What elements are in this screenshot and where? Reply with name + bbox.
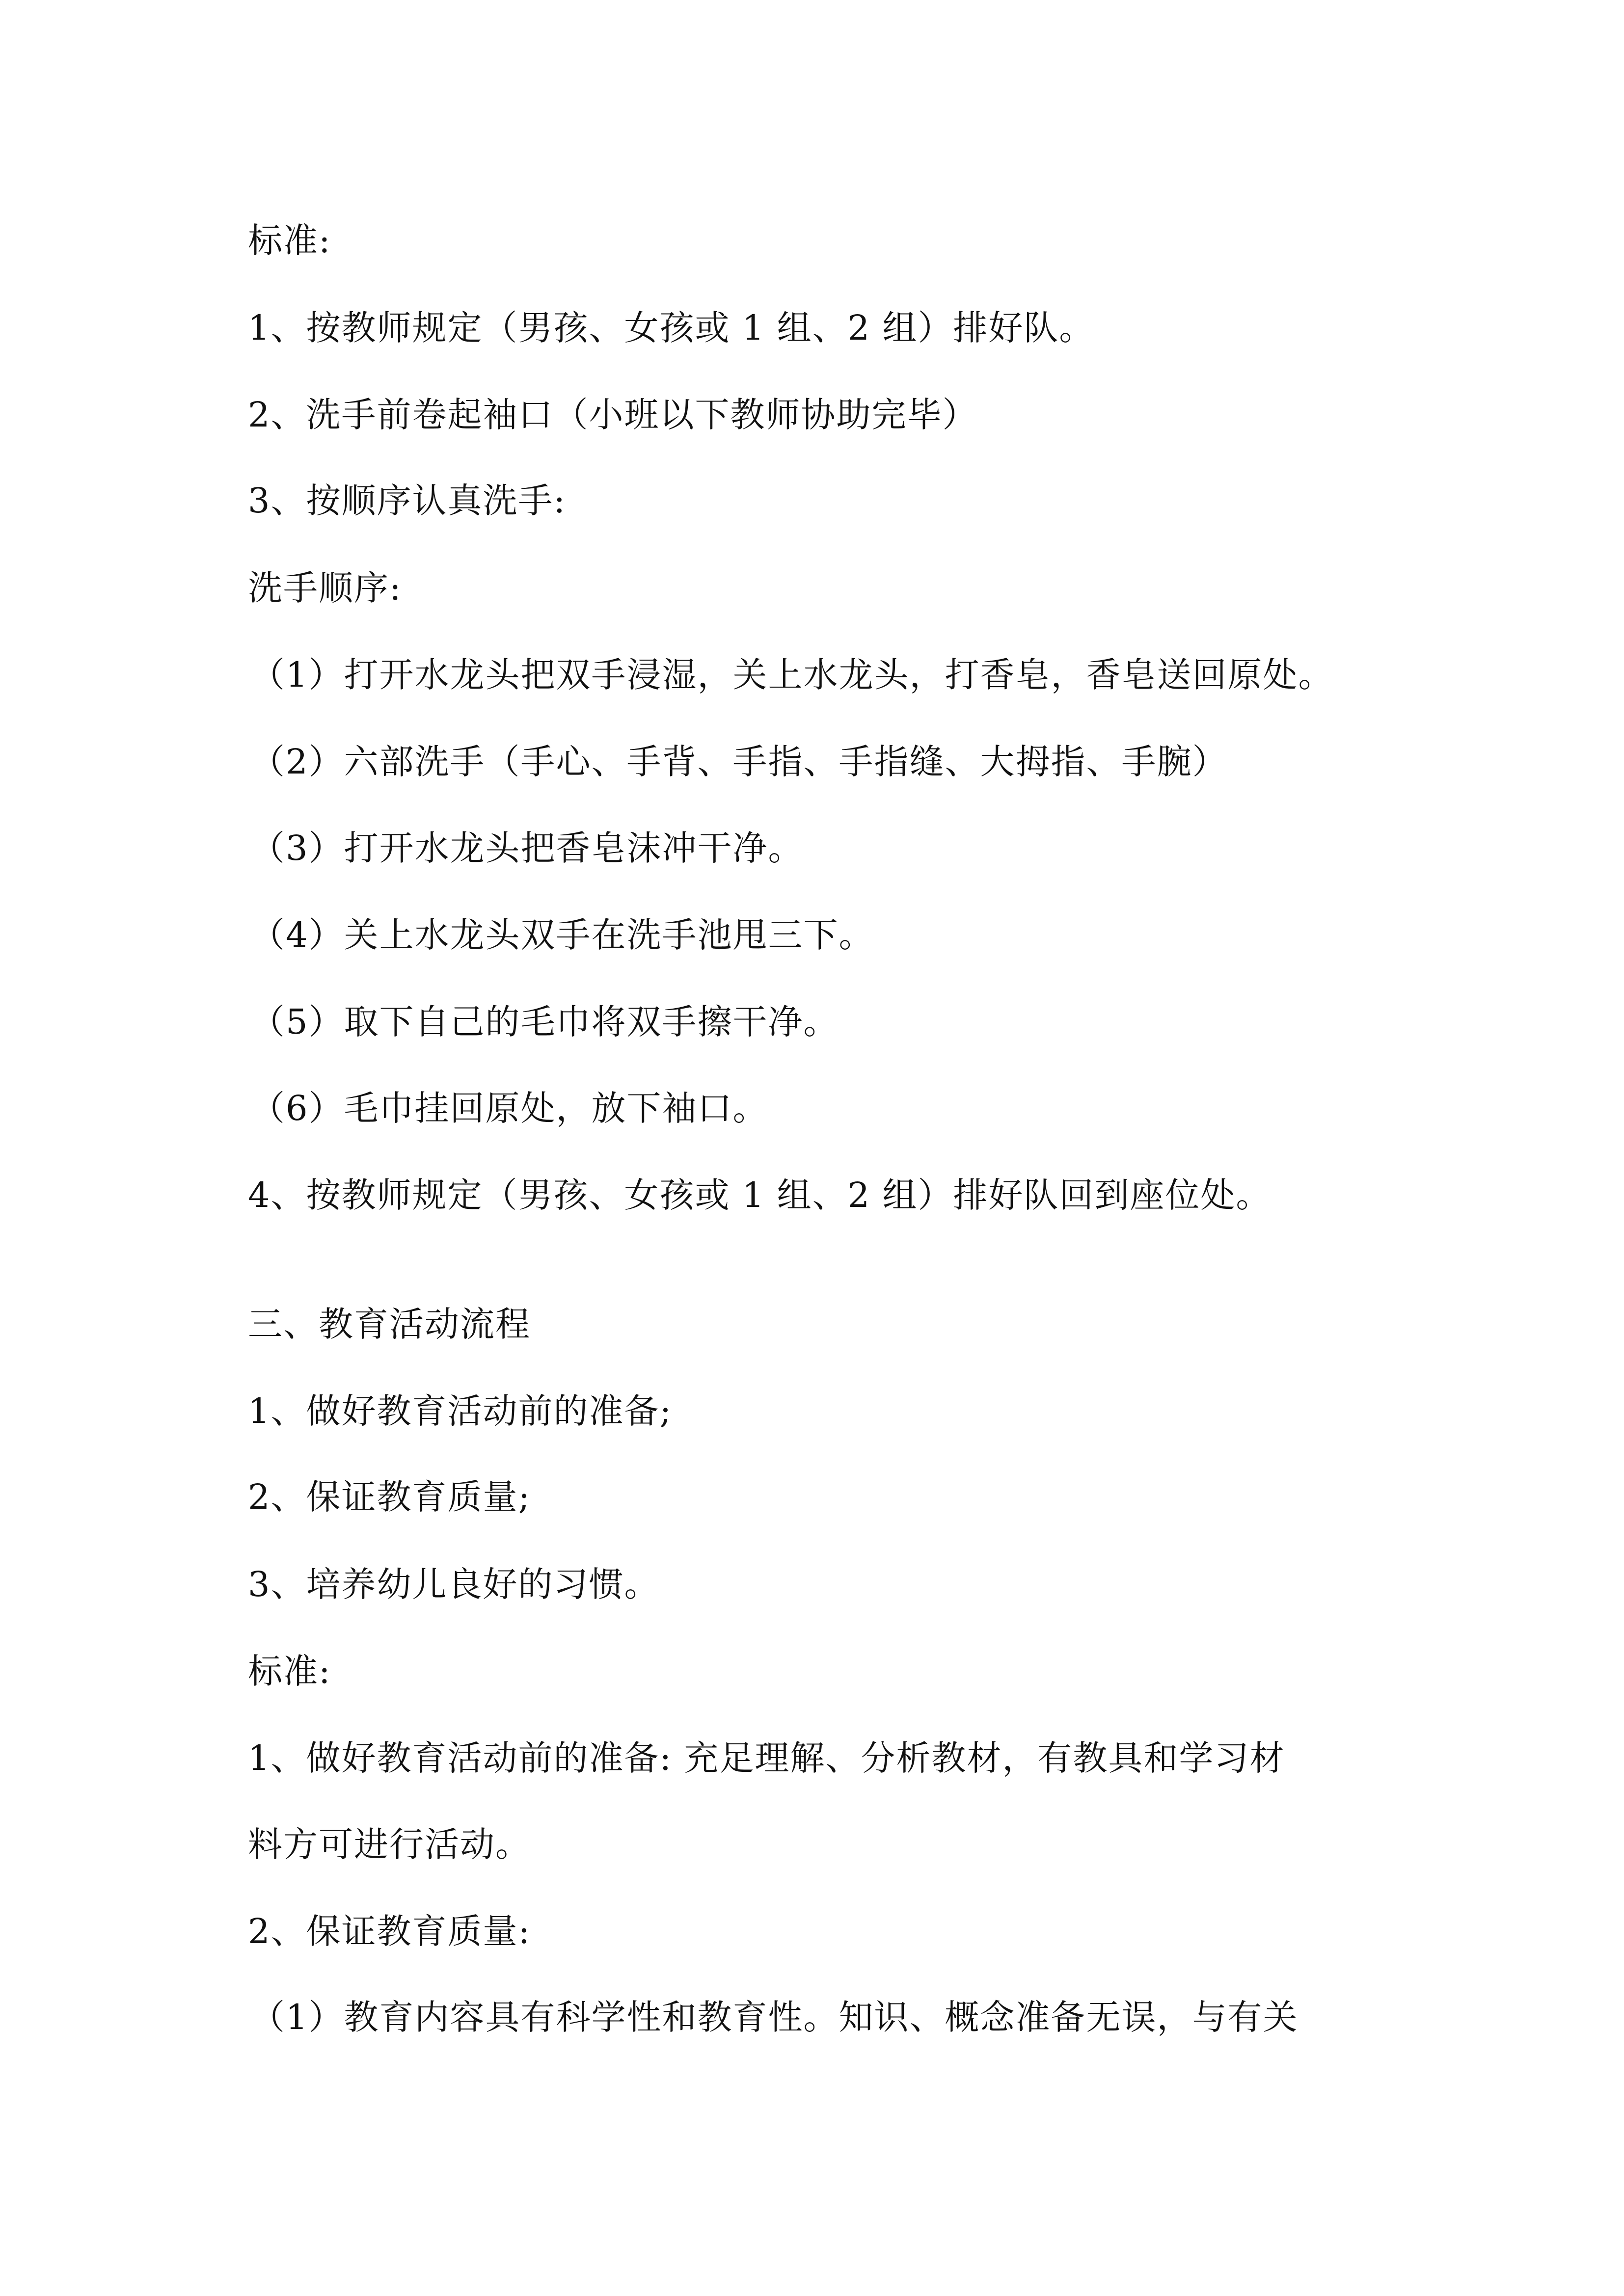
text-line: 2、保证教育质量; [248, 1477, 531, 1517]
text-line: （4）关上水龙头双手在洗手池甩三下。 [250, 915, 874, 955]
text-line: 洗手顺序: [248, 568, 402, 608]
standard-heading: 标准: [248, 1651, 331, 1691]
text-line: 1、做好教育活动前的准备: 充足理解、分析教材，有教具和学习材 [248, 1738, 1285, 1778]
text-line: （1）打开水龙头把双手浸湿，关上水龙头，打香皂，香皂送回原处。 [250, 655, 1334, 695]
text-line: 1、按教师规定（男孩、女孩或 1 组、2 组）排好队。 [248, 308, 1095, 348]
text-line: （2）六部洗手（手心、手背、手指、手指缝、大拇指、手腕） [250, 742, 1228, 782]
text-line: 3、培养幼儿良好的习惯。 [248, 1564, 660, 1604]
text-line: 2、洗手前卷起袖口（小班以下教师协助完毕） [248, 395, 978, 435]
text-line: （5）取下自己的毛巾将双手擦干净。 [250, 1002, 839, 1042]
section-heading: 三、教育活动流程 [248, 1304, 531, 1344]
text-line: （6）毛巾挂回原处，放下袖口。 [250, 1088, 768, 1128]
text-line: （1）教育内容具有科学性和教育性。知识、概念准备无误，与有关 [250, 1997, 1299, 2037]
text-line: 4、按教师规定（男孩、女孩或 1 组、2 组）排好队回到座位处。 [248, 1175, 1272, 1215]
text-line: 2、保证教育质量: [248, 1911, 531, 1951]
text-line: （3）打开水龙头把香皂沫冲干净。 [250, 828, 804, 868]
text-line: 1、做好教育活动前的准备; [248, 1391, 673, 1431]
standard-heading: 标准: [248, 220, 331, 261]
text-line: 3、按顺序认真洗手: [248, 481, 567, 521]
text-line: 料方可进行活动。 [248, 1824, 531, 1865]
